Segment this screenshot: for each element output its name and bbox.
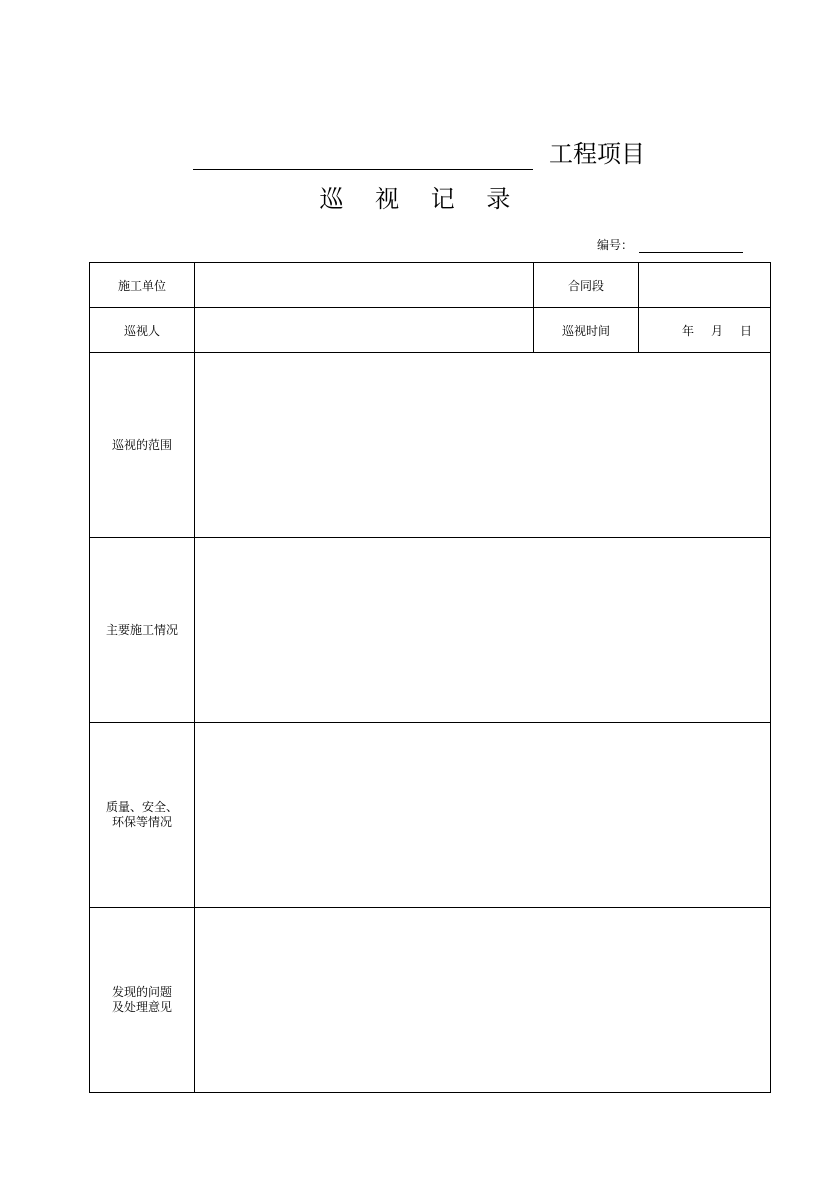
table-row bbox=[90, 263, 771, 308]
table-row bbox=[90, 308, 771, 353]
inspection-scope-label: 巡视的范围 bbox=[90, 353, 195, 538]
inspection-scope-field[interactable] bbox=[195, 353, 771, 538]
project-title-row bbox=[0, 138, 838, 174]
document-number-blank[interactable] bbox=[639, 252, 743, 253]
inspector-label: 巡视人 bbox=[90, 308, 195, 353]
document-number-label: 编号： bbox=[597, 238, 634, 252]
construction-unit-field[interactable] bbox=[195, 263, 534, 308]
quality-safety-label-line2: 环保等情况 bbox=[111, 815, 172, 829]
issues-handling-label-line2: 及处理意见 bbox=[111, 1000, 172, 1014]
table-row bbox=[90, 723, 771, 908]
contract-section-field[interactable] bbox=[639, 263, 771, 308]
date-year-label: 年 bbox=[681, 323, 694, 338]
contract-section-label: 合同段 bbox=[534, 263, 639, 308]
project-name-blank[interactable] bbox=[193, 169, 533, 170]
construction-unit-label: 施工单位 bbox=[90, 263, 195, 308]
quality-safety-label bbox=[90, 723, 195, 908]
table-row bbox=[90, 908, 771, 1093]
issues-handling-label bbox=[90, 908, 195, 1093]
quality-safety-field[interactable] bbox=[195, 723, 771, 908]
issues-handling-field[interactable] bbox=[195, 908, 771, 1093]
issues-handling-label-line1: 发现的问题 bbox=[111, 985, 172, 999]
main-construction-field[interactable] bbox=[195, 538, 771, 723]
date-parts bbox=[682, 308, 752, 352]
project-label: 工程项目 bbox=[549, 140, 645, 168]
inspection-record-table bbox=[89, 262, 771, 1093]
date-month-label: 月 bbox=[710, 323, 723, 338]
table-row bbox=[90, 353, 771, 538]
quality-safety-label-line1: 质量、安全、 bbox=[105, 800, 178, 814]
inspector-field[interactable] bbox=[195, 308, 534, 353]
date-day-label: 日 bbox=[739, 323, 752, 338]
main-construction-label: 主要施工情况 bbox=[90, 538, 195, 723]
inspection-time-label: 巡视时间 bbox=[534, 308, 639, 353]
document-title: 巡 视 记 录 bbox=[319, 185, 523, 213]
table-row bbox=[90, 538, 771, 723]
inspection-date-field[interactable] bbox=[639, 308, 771, 353]
